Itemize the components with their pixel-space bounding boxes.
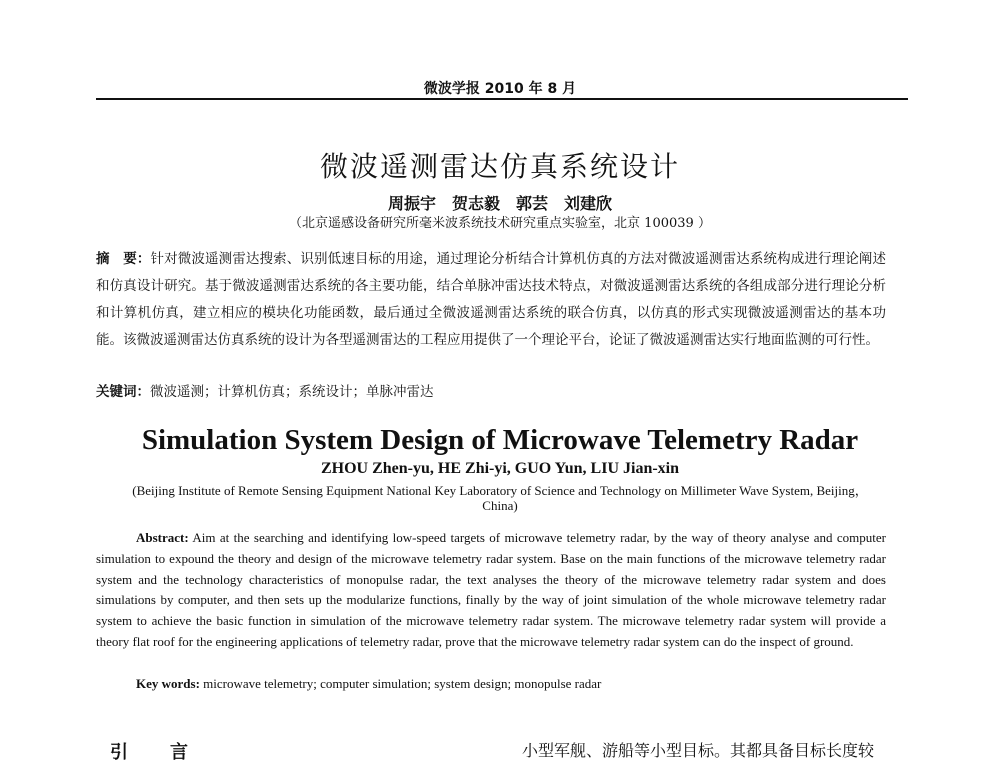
abstract-chinese-text: 针对微波遥测雷达搜索、识别低速目标的用途，通过理论分析结合计算机仿真的方法对微波遥测雷达系统构成进行理论阐述和仿真设计研究。基于微波遥测雷达系统的各主要功能，结合单脉冲雷达技术特点，对微波遥测雷达系统的各组成部分进行理论分析和计算机仿真，建立相应的模块化功能函数，最后通过全微波遥测雷达系统的联合仿真，以仿真的形式实现微波遥测雷达的基本功能。该微波遥测雷达仿真系统的设计为各型遥测雷达的工程应用提供了一个理论平台，论证了微波遥测雷达实行地面监测的可行性。 [96,251,887,348]
affiliation-chinese: （北京遥感设备研究所毫米波系统技术研究重点实验室，北京 100039 ） [289,216,711,231]
keywords-english-text: microwave telemetry; computer simulation; system design; monopulse radar [203,676,602,691]
abstract-english-text: Aim at the searching and identifying low-speed targets of microwave telemetry radar, by the way of theory analyse and computer simulation to expound the theory and design of the microwave telemetry radar system. Base on the main functions of the microwave telemetry radar system and the technology characteristics of monopulse radar, the text analyses the theory of the microwave telemetry radar system and does simulations by computer, and then sets up the modularize functions, finally by the way of joint simulation of the whole microwave telemetry radar system to achieve the basic function in simulation of the microwave telemetry radar system. The microwave telemetry radar system will provide a theory flat roof for the engineering applications of telemetry radar, prove that the microwave telemetry radar system can do the inspect of ground. [96,530,886,649]
affiliation-english: (Beijing Institute of Remote Sensing Equipment National Key Laboratory of Science and Technology on Millimeter Wave System, Beijing，China) [132,483,868,513]
authors-chinese: 周振宇 贺志毅 郭芸 刘建欣 [387,194,612,213]
abstract-chinese [96,246,886,354]
section-heading-introduction: 引 言 [110,742,200,763]
header-rule [96,98,908,100]
body-text-right-column: 小型军舰、游船等小型目标。其都具备目标长度较 [522,741,875,760]
authors-english: ZHOU Zhen-yu, HE Zhi-yi, GUO Yun, LIU Jian-xin [320,460,680,477]
keywords-chinese-text: 微波遥测；计算机仿真；系统设计；单脉冲雷达 [150,384,434,400]
keywords-english [136,676,601,692]
abstract-english [96,528,886,653]
abstract-chinese-label: 摘 要： [96,251,151,267]
keywords-chinese [96,380,886,400]
title-chinese: 微波遥测雷达仿真系统设计 [319,150,680,183]
keywords-english-label: Key words: [136,676,200,691]
abstract-english-label: Abstract: [136,530,189,545]
keywords-chinese-label: 关键词： [96,384,150,400]
title-english: Simulation System Design of Microwave Telemetry Radar [141,424,859,456]
journal-header: 微波学报 2010 年 8 月 [423,81,577,97]
